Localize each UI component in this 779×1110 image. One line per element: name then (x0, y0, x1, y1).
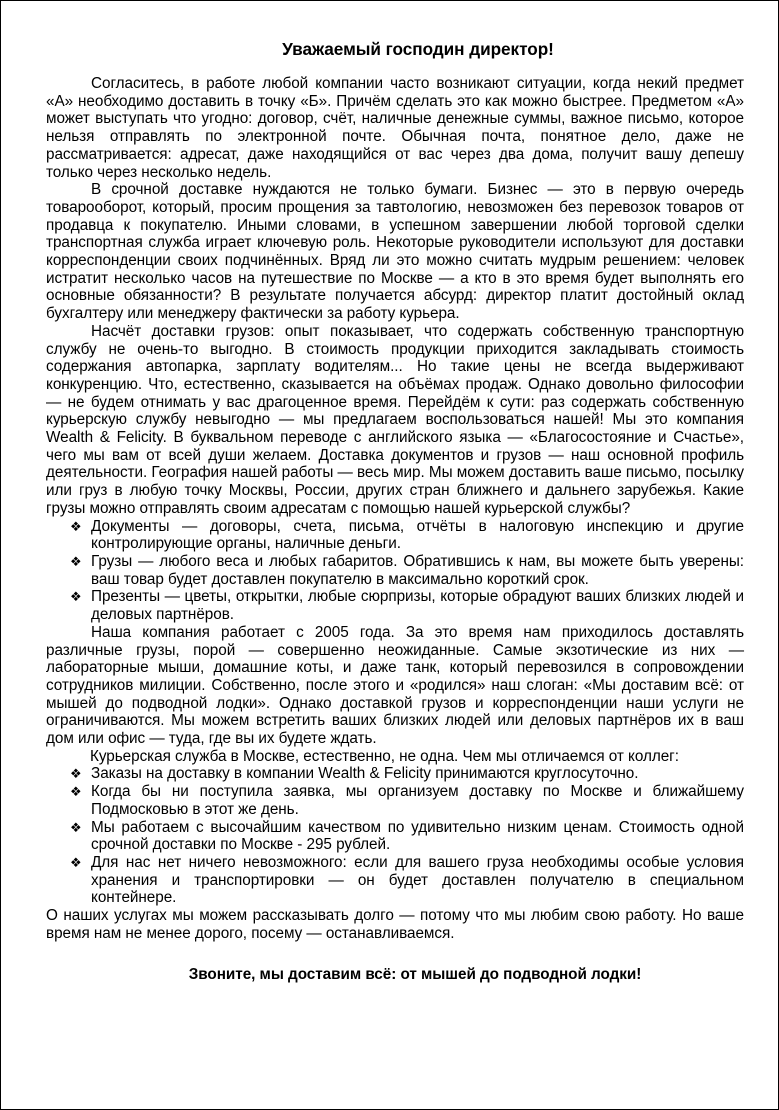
diamond-bullet-icon: ❖ (70, 819, 82, 835)
urgent-delivery-paragraph: В срочной доставке нуждаются не только бумаги. Бизнес — это в первую очередь товарооборот, который, просим прощения за тавтологию, невозможен без перевозок товаров от продавца к покупателю. Иными словами, в успешном завершении любой торговой сделки транспортная служба играет ключевую роль. Некоторые руководители используют для доставки корреспонденции своих подчинённых. Вряд ли это можно считать мудрым решением: человек истратит несколько часов на путешествие по Москве — а кто в это время будет выполнять его основные обязанности? В результате получается абсурд: директор платит достойный оклад бухгалтеру или менеджеру фактически за работу курьера. (46, 181, 744, 323)
diamond-bullet-icon: ❖ (70, 784, 82, 800)
closing-slogan: Звоните, мы доставим всё: от мышей до подводной лодки! (188, 966, 642, 984)
list-item: ❖ Документы — договоры, счета, письма, отчёты в налоговую инспекцию и другие контролирующие органы, наличные деньги. (70, 517, 744, 553)
cargo-types-list (46, 518, 744, 624)
diamond-bullet-icon: ❖ (70, 518, 82, 534)
diamond-bullet-icon: ❖ (70, 589, 82, 605)
list-item: ❖ Грузы — любого веса и любых габаритов. Обратившись к нам, вы можете быть уверены: ваш товар будет доставлен покупателю в максимально короткий срок. (70, 552, 744, 588)
diamond-bullet-icon: ❖ (70, 553, 82, 569)
letter-title: Уважаемый господин директор! (282, 39, 554, 59)
list-item: ❖ Мы работаем с высочайшим качеством по удивительно низким ценам. Стоимость одной срочной доставки по Москве - 295 рублей. (70, 818, 744, 854)
list-item: ❖ Для нас нет ничего невозможного: если для вашего груза необходимы особые условия хранения и транспортировки — он будет доставлен получателю в специальном контейнере. (70, 853, 744, 907)
list-item: ❖ Презенты — цветы, открытки, любые сюрпризы, которые обрадуют ваших близких людей и деловых партнёров. (70, 588, 744, 624)
conclusion-paragraph: О наших услугах мы можем рассказывать долго — потому что мы любим свою работу. Но ваше время нам не менее дорого, посему — останавливаемся. (46, 907, 744, 942)
list-item: ❖ Заказы на доставку в компании Wealth & Felicity принимаются круглосуточно. (70, 765, 639, 783)
differences-intro-paragraph: Курьерская служба в Москве, естественно, не одна. Чем мы отличаемся от коллег: (90, 747, 679, 765)
company-history-paragraph: Наша компания работает с 2005 года. За это время нам приходилось доставлять различные грузы, порой — совершенно неожиданные. Самые экзотические из них — лабораторные мыши, домашние коты, и даже танк, который перевозился в сопровождении сотрудников милиции. Собственно, после этого и «родился» наш слоган: «Мы доставим всё: от мышей до подводной лодки». Однако доставкой грузов и корреспонденции наши услуги не ограничиваются. Мы можем встретить ваших близких людей или деловых партнёров их в ваш дом или офис — туда, где вы их будете ждать. (46, 623, 744, 748)
diamond-bullet-icon: ❖ (70, 854, 82, 870)
cargo-delivery-paragraph: Насчёт доставки грузов: опыт показывает, что содержать собственную транспортную службу не очень-то выгодно. В стоимость продукции приходится закладывать стоимость содержания автопарка, зарплату водителям... Но такие цены не всегда выдерживают конкуренцию. Что, естественно, сказывается на объёмах продаж. Однако довольно философии — не будем отнимать у вас драгоценное время. Перейдём к сути: раз содержать собственную курьерскую службу невыгодно — мы предлагаем воспользоваться нашей! Мы это компания Wealth & Felicity. В буквальном переводе с английского языка — «Благосостояние и Счастье», чего мы вам от всей души желаем. Доставка документов и грузов — наш основной профиль деятельности. География нашей работы — весь мир. Мы можем доставить ваше письмо, посылку или груз в любую точку Москвы, России, других стран ближнего и дальнего зарубежья. Какие грузы можно отправлять своим адресатам с помощью нашей курьерской службы? (46, 322, 744, 517)
advantages-list (46, 765, 744, 907)
letter-body (46, 39, 744, 984)
intro-paragraph: Согласитесь, в работе любой компании часто возникают ситуации, когда некий предмет «А» необходимо доставить в точку «Б». Причём сделать это как можно быстрее. Предметом «А» может выступать что угодно: договор, счёт, наличные денежные суммы, важное письмо, которое нельзя отправлять по электронной почте. Обычная почта, понятное дело, даже не рассматривается: адресат, даже находящийся от вас через два дома, получит вашу депешу только через несколько недель. (46, 75, 744, 181)
list-item: ❖ Когда бы ни поступила заявка, мы организуем доставку по Москве и ближайшему Подмосковью в этот же день. (70, 783, 744, 818)
diamond-bullet-icon: ❖ (70, 766, 82, 782)
